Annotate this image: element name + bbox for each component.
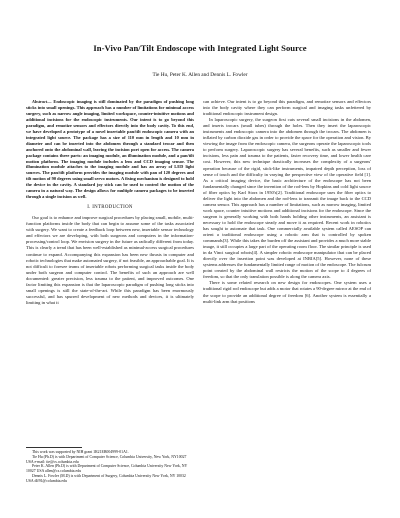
body-paragraph: Our goal is to enhance and improve surgical procedures by placing small, mobile, multi-function platforms inside the body that can begin to assume some of the tasks associated with surgery. We want to create a feedback loop between new, insertable sensor technology and effectors we are developing, with both surgeons and computers in the information-processing/control loop. We envision surgery in the future as radically different from today. This is clearly a trend that has been well-established as minimal-access surgical procedures continue to expand. Accompanying this expansion has been new thrusts in computer and robotic technologies that make automated surgery, if not feasible, an approachable goal. It is not difficult to foresee teams of insertable robots performing surgical tasks inside the body under both surgeon and computer control. The benefits of such an approach are well documented: greater precision, less trauma to the patient, and improved outcomes. One factor limiting this expansion is that the laparoscopic paradigm of pushing long sticks into small openings is still the state-of-the-art. While this paradigm has been enormously successful, and has spurred development of new methods and devices, it is ultimately limiting in what it [26,215,194,305]
footnote: This work was supported by NIH grant 1R21EB004999-01A1. [32,450,129,454]
footnote-rule [26,447,82,448]
footnote: Peter K. Allen (Ph.D) is with Department of Computer Science, Columbia University New York, NY 10027 USA allen@cs.columbia.edu [26,464,188,473]
body-paragraph: In laparoscopic surgery, the surgeon first cuts several small incisions in the abdomen, and inserts trocars (small tubes) through the holes. Then they insert the laparoscopic instruments and endoscopic camera into the abdomen through the trocars. The abdomen is inflated by carbon dioxide gas in order to provide the space for the operation and vision. By viewing the image from the endoscopic camera, the surgeons operate the laparoscopic tools to perform surgery. Laparoscopic surgery has several benefits, such as smaller and fewer incisions, less pain and trauma to the patients, faster recovery time, and lower health care cost. However, this new technique drastically increases the complexity of a surgeons' operation because of the rigid, stick-like instruments, impaired depth perception, loss of sense of touch and the difficulty in varying the perspective view of the operative field [1]. As a critical imaging device, the basic architecture of the endoscope has not been fundamentally changed since the invention of the rod-lens by Hopkins and cold light source of fiber optics by Karl Storz in 1950's[2]. Traditional endoscope uses the fiber optics to deliver the light into the abdomen and the rod-lens to transmit the image back to the CCD camera sensor. This approach has a number of limitations, such as narrow imaging, limited work space, counter intuitive motions and additional incisions for the endoscope. Since the surgeon is generally working with both hands holding other instruments, an assistant is necessary to hold the endoscope steady and move it as required. Recent work in robotics has sought to automate that task. One commercially available system called AESOP can orient a traditional endoscope using a robotic arm that is controlled by spoken commands[3]. While this takes the burden off the assistant and provides a much more stable image, it still occupies a large part of the operating room floor. The similar principle is used in da Vinci surgical robots[4]. A simpler robotic endoscope manipulator that can be placed directly over the insertion point was developed at INRIA[5]. However, none of these systems addresses the fundamentally limited range of motion of the endoscope. The fulcrum point created by the abdominal wall restricts the motion of the scope to 4 degrees of freedom, so that the only translation possible is along the camera axis. [203,117,371,280]
body-paragraph: can achieve. Our intent is to go beyond this paradigm, and remotize sensors and effectors into the body cavity where they can perform surgical and imaging tasks unfettered by traditional endoscopic instrument design. [203,99,371,117]
author-list: Tie Hu, Peter K. Allen and Dennis L. Fowler [152,72,248,78]
footnote: Tie Hu (Ph.D) is with Department of Computer Science, Columbia University, New York, NY10027 USA e-mail: tie@cs.columbia.edu [26,454,187,464]
abstract [26,99,194,200]
paper-title: In-Vivo Pan/Tilt Endoscope with Integrated Light Source [93,43,307,53]
abstract-text: — Endoscopic imaging is still dominated by the paradigm of pushing long sticks into small openings. This approach has a number of limitations for minimal access surgery, such as narrow angle imaging, limited workspace, counter-intuitive motions and additional incisions for the endoscopic instruments. Our intent is to go beyond this paradigm, and remotize sensors and effectors directly into the body cavity. To this end, we have developed a prototype of a novel insertable pan/tilt endoscopic camera with an integrated light source. The package has a size of 110 mm in length and 10 mm in diameter and can be inserted into the abdomen through a standard trocar and then anchored onto the abdominal wall, leaving the incision port open for access. The camera package contains three parts: an imaging module, an illumination module, and a pan/tilt motion platform. The imaging module includes a lens and CCD imaging sensor. The illumination module attaches to the imaging module and has an array of LED light sources. The pan/tilt platform provides the imaging module with pan of 120 degrees and tilt motion of 90 degrees using small servo motors. A fixing mechanism is designed to hold the device in the cavity. A standard joy stick can be used to control the motion of the camera in a natural way. The design allows for multiple camera packages to be inserted through a single incision as well. [26,99,194,200]
right-column [203,99,371,305]
left-column [26,99,194,306]
footnote: Dennis L. Fowler (M.D) is with Department of Surgery, Columbia University New York, NY 10032 USA dlf91@columbia.edu [26,473,186,483]
footnotes [26,450,194,483]
body-paragraph: There is some related research on new design for endoscopes. One system uses a traditional rigid rod endoscope but adds a motor that rotates a 90-degree mirror at the end of the scope to provide an additional degree of freedom [6]. Another system is essentially a multi-link arm that positions [203,280,371,304]
abstract-lead: Abstract [32,99,48,104]
introduction-body [26,215,194,306]
section-heading-introduction: I. INTRODUCTION [87,205,133,211]
